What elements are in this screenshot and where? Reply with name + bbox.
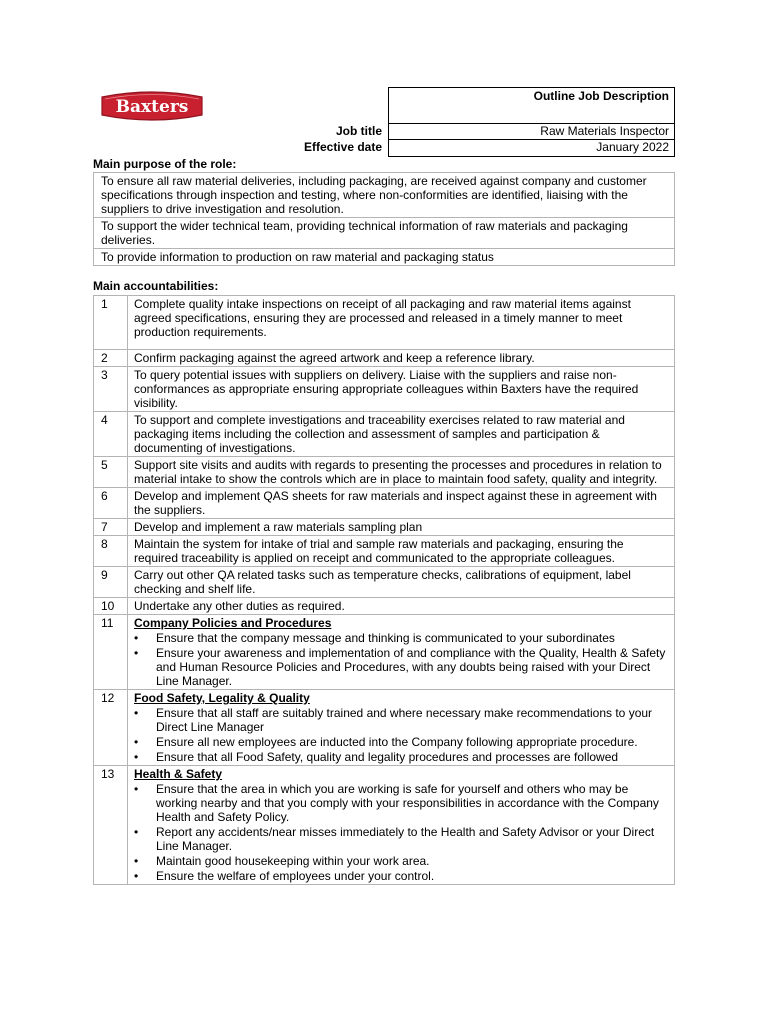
row-number: 3 [94,367,128,412]
purpose-row [94,173,675,218]
baxters-logo [98,88,206,124]
effective-date-label: Effective date [303,140,382,154]
effective-date-value: January 2022 [596,140,669,154]
row-text: Confirm packaging against the agreed artwork and keep a reference library. [128,350,675,367]
table-row [94,367,675,412]
table-row [94,519,675,536]
row-text: Undertake any other duties as required. [128,598,675,615]
purpose-text: To support the wider technical team, providing technical information of raw materials and packaging deliveries. [94,218,675,249]
row-number: 2 [94,350,128,367]
row-number: 13 [94,766,128,885]
table-row [94,536,675,567]
bullet-item: • Ensure that all staff are suitably trained and where necessary make recommendations to your Direct Line Manager [134,706,670,734]
row-number: 7 [94,519,128,536]
bullet-item: • Report any accidents/near misses immediately to the Health and Safety Advisor or your Direct Line Manager. [134,825,670,853]
row-number: 10 [94,598,128,615]
table-row [94,690,675,766]
purpose-text: To ensure all raw material deliveries, including packaging, are received against company and customer specifications through inspection and testing, where non-conformities are identified, liaising with the suppliers to drive investigation and resolution. [94,173,675,218]
bullet-list [134,706,670,764]
row-text: To support and complete investigations and traceability exercises related to raw material and packaging items including the collection and assessment of samples and participation & documenting of investigations. [128,412,675,457]
table-row [94,615,675,690]
row-text: Support site visits and audits with regards to presenting the processes and procedures in relation to material intake to show the controls which are in place to maintain food safety, quality and integrity. [128,457,675,488]
table-row [94,350,675,367]
accountabilities-heading: Main accountabilities: [93,279,219,293]
row-content [128,615,675,690]
accountabilities-table [93,295,675,885]
row-text: Develop and implement a raw materials sampling plan [128,519,675,536]
bullet-item: • Ensure that the area in which you are working is safe for yourself and others who may be working nearby and that you comply with your responsibilities in accordance with the Company Health and Safety Policy. [134,782,670,824]
table-row [94,488,675,519]
section-heading-company-policies: Company Policies and Procedures [134,616,332,630]
bullet-item: • Maintain good housekeeping within your work area. [134,854,670,868]
job-title-label: Job title [335,124,382,138]
table-row [94,598,675,615]
table-row [94,567,675,598]
row-number: 4 [94,412,128,457]
row-text: To query potential issues with suppliers on delivery. Liaise with the suppliers and raise non-conformances as appropriate ensuring appropriate colleagues within Baxters have the required visibility. [128,367,675,412]
row-number: 1 [94,296,128,350]
row-text: Develop and implement QAS sheets for raw materials and inspect against these in agreement with the suppliers. [128,488,675,519]
row-number: 6 [94,488,128,519]
bullet-item: • Ensure all new employees are inducted into the Company following appropriate procedure. [134,735,670,749]
row-text: Carry out other QA related tasks such as temperature checks, calibrations of equipment, label checking and shelf life. [128,567,675,598]
row-text: Complete quality intake inspections on receipt of all packaging and raw material items against agreed specifications, ensuring they are processed and released in a timely manner to meet production requirements. [128,296,675,350]
bullet-item: • Ensure that the company message and thinking is communicated to your subordinates [134,631,670,645]
purpose-heading: Main purpose of the role: [93,157,237,171]
row-number: 5 [94,457,128,488]
bullet-list [134,782,670,883]
row-number: 11 [94,615,128,690]
purpose-row [94,218,675,249]
table-row [94,766,675,885]
table-row [94,296,675,350]
table-row [94,412,675,457]
purpose-text: To provide information to production on raw material and packaging status [94,249,675,266]
row-text: Maintain the system for intake of trial and sample raw materials and packaging, ensuring the required traceability is applied on receipt and communicated to the appropriate colleagues. [128,536,675,567]
bullet-item: • Ensure the welfare of employees under your control. [134,869,670,883]
section-heading-food-safety: Food Safety, Legality & Quality [134,691,310,705]
logo-text: Baxters [115,97,189,117]
bullet-list [134,631,670,688]
bullet-item: • Ensure your awareness and implementation of and compliance with the Quality, Health & Safety and Human Resource Policies and Procedures, with any doubts being raised with your Direct Line Manager. [134,646,670,688]
row-content [128,766,675,885]
row-number: 8 [94,536,128,567]
row-number: 9 [94,567,128,598]
row-number: 12 [94,690,128,766]
purpose-table [93,172,675,266]
table-row [94,457,675,488]
document-title: Outline Job Description [533,89,669,103]
section-heading-health-safety: Health & Safety [134,767,223,781]
bullet-item: • Ensure that all Food Safety, quality and legality procedures and processes are followed [134,750,670,764]
job-title-value: Raw Materials Inspector [540,124,669,138]
row-content [128,690,675,766]
purpose-row [94,249,675,266]
